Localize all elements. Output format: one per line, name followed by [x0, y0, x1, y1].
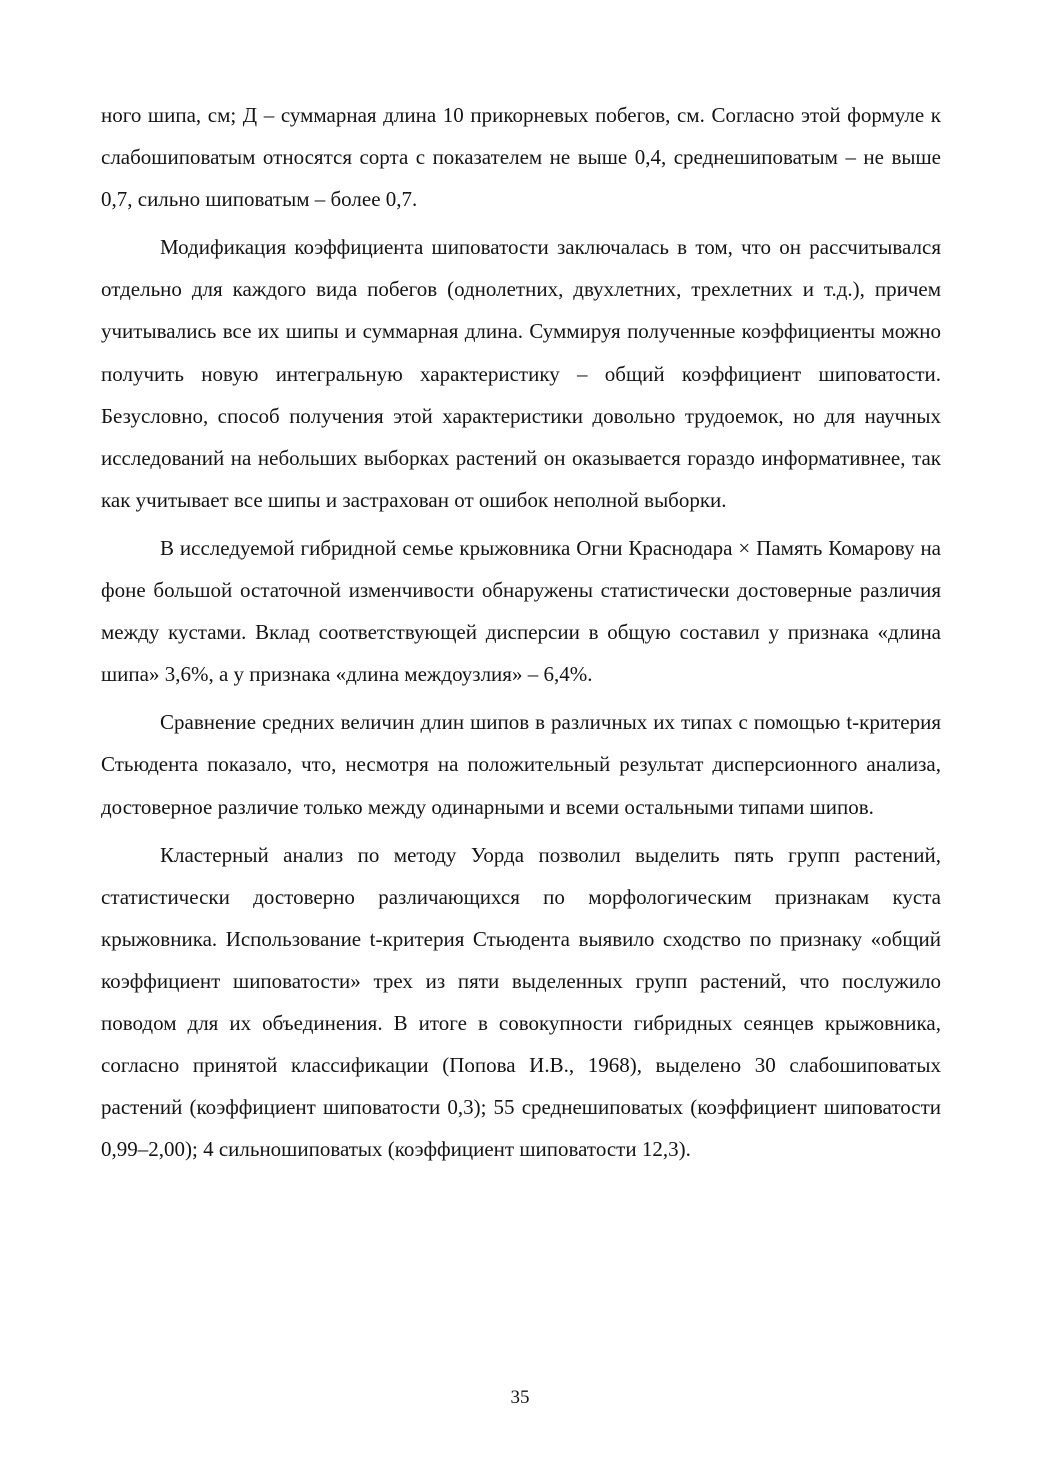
document-page	[101, 94, 941, 1170]
paragraph-student-test: Сравнение средних величин длин шипов в различных их типах с помощью t-критерия Стьюдента показало, что, несмотря на положительный результат дисперсионного анализа, достоверное различие только между одинарными и всеми остальными типами шипов.	[101, 710, 941, 819]
paragraph-coefficient-modification: Модификация коэффициента шиповатости заключалась в том, что он рассчитывался отдельно для каждого вида побегов (однолетних, двухлетних, трехлетних и т.д.), причем учитывались все их шипы и суммарная длина. Суммируя полученные коэффициенты можно получить новую интегральную характеристику – общий коэффициент шиповатости. Безусловно, способ получения этой характеристики довольно трудоемок, но для научных исследований на небольших выборках растений он оказывается гораздо информативнее, так как учитывает все шипы и застрахован от ошибок неполной выборки.	[101, 235, 941, 512]
paragraph-hybrid-family: В исследуемой гибридной семье крыжовника Огни Краснодара × Память Комарову на фоне большой остаточной изменчивости обнаружены статистически достоверные различия между кустами. Вклад соответствующей дисперсии в общую составил у признака «длина шипа» 3,6%, а у признака «длина междоузлия» – 6,4%.	[101, 535, 941, 687]
page-number: 35	[510, 1387, 530, 1408]
paragraph-cluster-analysis: Кластерный анализ по методу Уорда позволил выделить пять групп растений, статистически достоверно различающихся по морфологическим признакам куста крыжовника. Использование t-критерия Стьюдента выявило сходство по признаку «общий коэффициент шиповатости» трех из пяти выделенных групп растений, что послужило поводом для их объединения. В итоге в совокупности гибридных сеянцев крыжовника, согласно принятой классификации (Попова И.В., 1968), выделено 30 слабошиповатых растений (коэффициент шиповатости 0,3); 55 среднешиповатых (коэффициент шиповатости 0,99–2,00); 4 сильношиповатых (коэффициент шиповатости 12,3).	[101, 842, 941, 1162]
paragraph-thorn-formula: ного шипа, см; Д – суммарная длина 10 прикорневых побегов, см. Согласно этой формуле к слабошиповатым относятся сорта с показателем не выше 0,4, среднешиповатым – не выше 0,7, сильно шиповатым – более 0,7.	[101, 103, 941, 212]
